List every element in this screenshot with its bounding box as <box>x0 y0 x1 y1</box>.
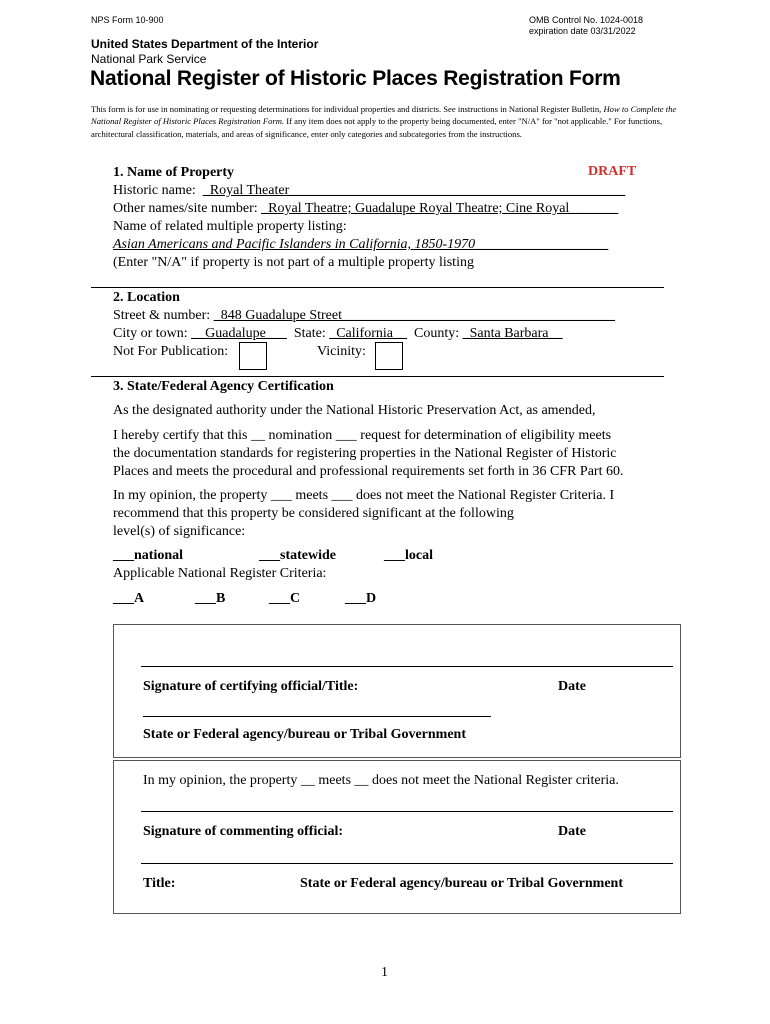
commenting-signature-label: Signature of commenting official: <box>143 824 343 839</box>
opinion-text-line3: level(s) of significance: <box>113 524 246 539</box>
mpl-value[interactable]: Asian Americans and Pacific Islanders in California, 1850-1970___________________ <box>113 237 609 252</box>
certify-text-line3: Places and meets the procedural and professional requirements set forth in 36 CFR Part 60. <box>113 464 624 479</box>
opinion-text-line1: In my opinion, the property ___ meets ___ does not meet the National Register Criteria. I <box>113 488 615 503</box>
commenting-agency-label: State or Federal agency/bureau or Tribal Government <box>300 876 624 891</box>
section3-heading: 3. State/Federal Agency Certification <box>113 379 334 394</box>
agency-name: National Park Service <box>91 52 207 66</box>
intro-instructions: This form is for use in nominating or requesting determinations for individual properties and districts. See instructions in National Register Bulletin, How to Complete the National Register of Historic Places Registration Form. If any item does not apply to the property being documented, enter "N/A" for "not applicable." For functions, architectural classification, materials, and areas of significance, enter only categories and subcategories from the instructions. <box>91 104 677 139</box>
opinion-text-line2: recommend that this property be considered significant at the following <box>113 506 514 521</box>
city-value[interactable]: __Guadalupe___ <box>191 326 287 341</box>
criteria-label: Applicable National Register Criteria: <box>113 566 327 581</box>
street-label: Street & number: <box>113 308 211 323</box>
section1-heading: 1. Name of Property <box>113 165 235 180</box>
certifying-signature-label: Signature of certifying official/Title: <box>143 679 359 694</box>
other-names-label: Other names/site number: <box>113 201 258 216</box>
not-for-publication-label: Not For Publication: <box>113 344 229 359</box>
city-label: City or town: <box>113 326 188 341</box>
certify-text-line2: the documentation standards for registering properties in the National Register of Historic <box>113 446 617 461</box>
title-line[interactable] <box>141 863 673 864</box>
commenting-title-label: Title: <box>143 876 176 891</box>
mpl-label: Name of related multiple property listing: <box>113 219 347 234</box>
county-label: County: <box>413 326 460 341</box>
street-row <box>113 307 615 325</box>
level-local[interactable]: ___local <box>384 548 433 563</box>
department-name: United States Department of the Interior <box>91 37 319 51</box>
other-names-row <box>113 200 618 218</box>
criteria-d[interactable]: ___D <box>345 591 377 606</box>
omb-control-number: OMB Control No. 1024-0018 <box>529 15 644 25</box>
signature-line[interactable] <box>141 666 673 667</box>
section2-heading: 2. Location <box>113 290 180 305</box>
historic-name-value[interactable]: _Royal Theater________________________________________________ <box>202 183 626 198</box>
commenting-date-label: Date <box>558 824 586 839</box>
section-divider <box>91 376 664 377</box>
draft-stamp: DRAFT <box>588 164 637 179</box>
form-number: NPS Form 10-900 <box>91 15 164 25</box>
historic-name-label: Historic name: <box>113 183 196 198</box>
certifying-date-label: Date <box>558 679 586 694</box>
not-for-publication-checkbox[interactable] <box>239 342 267 370</box>
expiration-date: expiration date 03/31/2022 <box>529 26 636 36</box>
other-names-value[interactable]: _Royal Theatre; Guadalupe Royal Theatre; Cine Royal_______ <box>261 201 619 216</box>
criteria-c[interactable]: ___C <box>269 591 301 606</box>
vicinity-checkbox[interactable] <box>375 342 403 370</box>
certifying-agency-label: State or Federal agency/bureau or Tribal Government <box>143 727 467 742</box>
na-note: (Enter "N/A" if property is not part of a multiple property listing <box>113 255 474 270</box>
criteria-a[interactable]: ___A <box>113 591 145 606</box>
street-value[interactable]: _848 Guadalupe Street_______________________________________ <box>213 308 615 323</box>
state-value[interactable]: _California__ <box>329 326 407 341</box>
page-number: 1 <box>381 965 388 980</box>
vicinity-label: Vicinity: <box>317 344 366 359</box>
signature-line[interactable] <box>141 811 673 812</box>
level-statewide[interactable]: ___statewide <box>259 548 336 563</box>
authority-text: As the designated authority under the National Historic Preservation Act, as amended, <box>113 403 596 418</box>
historic-name-row <box>113 182 625 200</box>
commenting-opinion-text: In my opinion, the property __ meets __ does not meet the National Register criteria. <box>143 773 619 788</box>
county-value[interactable]: _Santa Barbara__ <box>462 326 563 341</box>
state-label: State: <box>293 326 326 341</box>
level-national[interactable]: ___national <box>113 548 184 563</box>
page-title: National Register of Historic Places Registration Form <box>90 67 621 90</box>
section-divider <box>91 287 664 288</box>
certify-text-line1: I hereby certify that this __ nomination ___ request for determination of eligibility meets <box>113 428 612 443</box>
city-row <box>113 325 563 343</box>
agency-line[interactable] <box>143 716 491 717</box>
criteria-b[interactable]: ___B <box>195 591 226 606</box>
